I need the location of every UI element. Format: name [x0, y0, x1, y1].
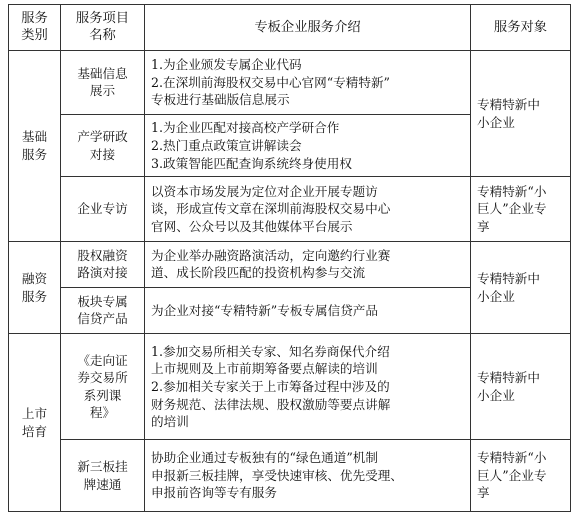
header-item: 服务项目 名称 — [61, 5, 145, 51]
category-cell: 上市 培育 — [9, 334, 61, 512]
description-cell: 为企业举办融资路演活动，定向邀约行业赛 道、成长阶段匹配的投资机构参与交流 — [145, 241, 471, 287]
description-cell: 1.为企业匹配对接高校产学研合作 2.热门重点政策宣讲解读会 3.政策智能匹配查询系统终身使用权 — [145, 115, 471, 177]
description-cell: 以资本市场发展为定位对企业开展专题访 谈，形成宣传文章在深圳前海股权交易中心 官网、公众号以及其他媒体平台展示 — [145, 177, 471, 241]
item-cell: 板块专属 信贷产品 — [61, 287, 145, 334]
category-cell: 基础 服务 — [9, 50, 61, 241]
item-cell: 《走向证 券交易所 系列课 程》 — [61, 334, 145, 440]
target-cell: 专精特新“小 巨人”企业专 享 — [471, 177, 571, 241]
target-cell: 专精特新“小 巨人”企业专 享 — [471, 440, 571, 512]
item-cell: 企业专访 — [61, 177, 145, 241]
category-cell: 融资 服务 — [9, 241, 61, 333]
target-cell: 专精特新中 小企业 — [471, 334, 571, 440]
description-cell: 为企业对接“专精特新”专板专属信贷产品 — [145, 287, 471, 334]
item-cell: 基础信息 展示 — [61, 50, 145, 114]
table-row — [9, 241, 571, 287]
description-cell: 协助企业通过专板独有的“绿色通道”机制 申报新三板挂牌，享受快速审核、优先受理、 申报前咨询等专有服务 — [145, 440, 471, 512]
item-cell: 产学研政 对接 — [61, 115, 145, 177]
target-cell: 专精特新中 小企业 — [471, 50, 571, 177]
header-description: 专板企业服务介绍 — [145, 5, 471, 51]
table-row — [9, 440, 571, 512]
table-row — [9, 50, 571, 114]
description-cell: 1.参加交易所相关专家、知名券商保代介绍 上市规则及上市前期筹备要点解读的培训 2.参加相关专家关于上市筹备过程中涉及的 财务规范、法律法规、股权激励等要点讲解 的培训 — [145, 334, 471, 440]
description-cell: 1.为企业颁发专属企业代码 2.在深圳前海股权交易中心官网“专精特新” 专板进行基础版信息展示 — [145, 50, 471, 114]
header-row — [9, 5, 571, 51]
header-target: 服务对象 — [471, 5, 571, 51]
item-cell: 新三板挂 牌速通 — [61, 440, 145, 512]
table-row — [9, 177, 571, 241]
target-cell: 专精特新中 小企业 — [471, 241, 571, 333]
service-table — [8, 4, 571, 512]
header-category: 服务 类别 — [9, 5, 61, 51]
item-cell: 股权融资 路演对接 — [61, 241, 145, 287]
table-row — [9, 334, 571, 440]
